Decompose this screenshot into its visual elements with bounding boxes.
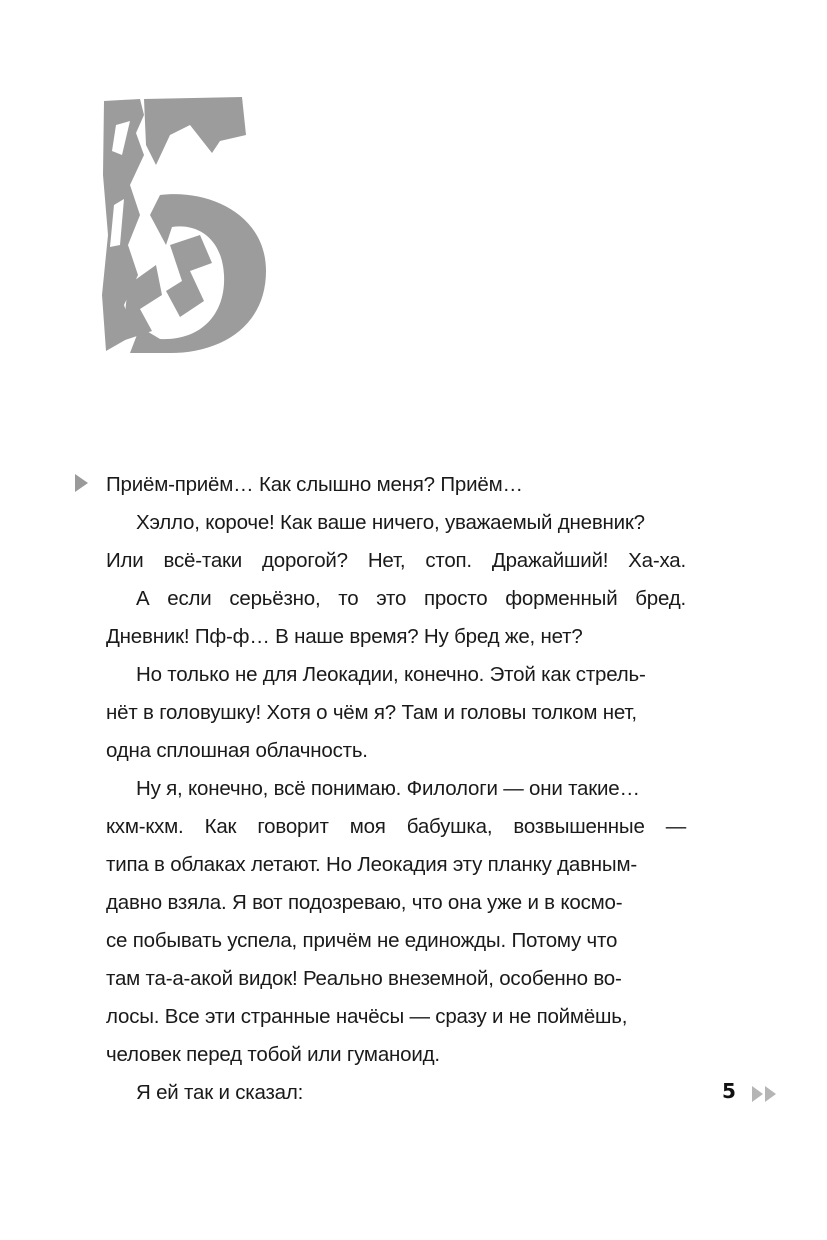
paragraph [106, 504, 686, 580]
section-start-marker-icon [75, 474, 88, 492]
page-number: 5 [722, 1079, 736, 1103]
text-line: Дневник! Пф-ф… В наше время? Ну бред же, нет? [106, 625, 583, 648]
paragraph [106, 770, 686, 1074]
text-line: Приём-приём… Как слышно меня? Приём… [106, 473, 523, 496]
paragraph [106, 1074, 686, 1112]
text-line: лосы. Все эти странные начёсы — сразу и не поймёшь, [106, 1005, 628, 1028]
text-line: Я ей так и сказал: [136, 1081, 304, 1104]
body-text [106, 466, 686, 1112]
text-line: человек перед тобой или гуманоид. [106, 1043, 440, 1066]
text-line: одна сплошная облачность. [106, 739, 368, 762]
chapter-initial-letter [100, 95, 270, 357]
text-line: Но только не для Леокадии, конечно. Этой как стрель- [136, 663, 646, 686]
text-line: давно взяла. Я вот подозреваю, что она уже и в космо- [106, 891, 623, 914]
text-line: там та-а-акой видок! Реально внеземной, особенно во- [106, 967, 622, 990]
text-line: типа в облаках летают. Но Леокадия эту планку давным- [106, 853, 637, 876]
text-line: А если серьёзно, то это просто форменный бред. [136, 587, 686, 610]
text-line: се побывать успела, причём не единожды. Потому что [106, 929, 618, 952]
text-line: кхм-кхм. Как говорит моя бабушка, возвышенные — [106, 815, 686, 838]
paragraph [106, 656, 686, 770]
text-line: Ну я, конечно, всё понимаю. Филологи — они такие… [136, 777, 640, 800]
next-page-arrows-icon [752, 1085, 778, 1103]
chapter-letter-graphic [100, 95, 270, 357]
text-line: Или всё-таки дорогой? Нет, стоп. Дражайший! Ха-ха. [106, 549, 686, 572]
text-line: Хэлло, короче! Как ваше ничего, уважаемый дневник? [136, 511, 645, 534]
paragraph [106, 466, 686, 504]
text-line: нёт в головушку! Хотя о чём я? Там и головы толком нет, [106, 701, 637, 724]
paragraph [106, 580, 686, 656]
